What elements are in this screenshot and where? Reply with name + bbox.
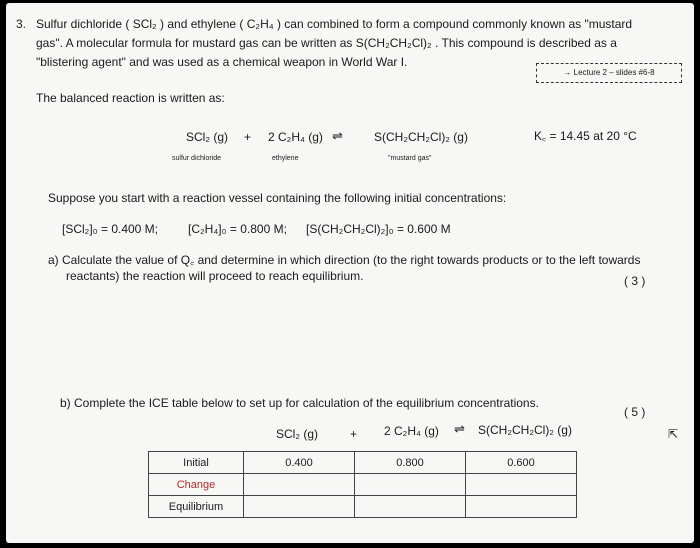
ice-label-equilibrium: Equilibrium — [149, 496, 244, 518]
ice-row-initial — [149, 452, 577, 474]
balanced-reaction-label: The balanced reaction is written as: — [36, 91, 225, 105]
ice-table — [148, 451, 577, 518]
product-mustard-gas: S(CH₂CH₂Cl)₂ (g) — [374, 130, 468, 144]
ice-eq-scl2[interactable] — [244, 496, 355, 518]
ice-initial-c2h4: 0.800 — [355, 452, 466, 474]
ice-header-plus: + — [350, 427, 358, 441]
question-number: 3. — [16, 17, 27, 31]
initial-mustard-gas: [S(CH₂CH₂Cl)₂]₀ = 0.600 M — [306, 222, 451, 236]
ice-initial-scl2: 0.400 — [244, 452, 355, 474]
reactant-scl2: SCl₂ (g) — [186, 130, 228, 144]
intro-line-3: "blistering agent" and was used as a chemical weapon in World War I. — [36, 55, 408, 69]
ice-change-product[interactable] — [466, 474, 577, 496]
name-ethylene: ethylene — [272, 155, 299, 162]
part-b-line-1: b) Complete the ICE table below to set up for calculation of the equilibrium concentrations. — [60, 396, 539, 410]
ice-row-change — [149, 474, 577, 496]
part-a-line-2: reactants) the reaction will proceed to reach equilibrium. — [66, 269, 364, 283]
ice-change-scl2[interactable] — [244, 474, 355, 496]
initial-conc-intro: Suppose you start with a reaction vessel containing the following initial concentrations: — [48, 191, 507, 205]
mouse-cursor-icon: ⇱ — [668, 427, 679, 441]
ice-header-scl2: SCl₂ (g) — [276, 427, 318, 441]
part-a-marks: ( 3 ) — [624, 274, 646, 288]
name-mustard-gas: "mustard gas" — [388, 155, 432, 162]
initial-c2h4: [C₂H₄]₀ = 0.800 M; — [188, 222, 287, 236]
ice-row-equilibrium — [149, 496, 577, 518]
intro-line-1: Sulfur dichloride ( SCl₂ ) and ethylene ( C₂H₄ ) can combined to form a compound commonly known as "mustard — [36, 17, 633, 31]
ice-header-ethylene: 2 C₂H₄ (g) — [384, 424, 439, 438]
ice-change-c2h4[interactable] — [355, 474, 466, 496]
ice-header-mustard-gas: S(CH₂CH₂Cl)₂ (g) — [478, 423, 572, 437]
lecture-reference: → Lecture 2 – slides #6-8 — [563, 68, 655, 77]
reactant-ethylene: 2 C₂H₄ (g) — [268, 130, 323, 144]
ice-eq-product[interactable] — [466, 496, 577, 518]
lecture-reference-box — [536, 63, 682, 83]
ice-initial-product: 0.600 — [466, 452, 577, 474]
kc-value: K꜀ = 14.45 at 20 °C — [534, 129, 637, 143]
part-b-marks: ( 5 ) — [624, 405, 646, 419]
intro-line-2: gas". A molecular formula for mustard gas can be written as S(CH₂CH₂Cl)₂ . This compound is described as a — [36, 36, 617, 50]
initial-scl2: [SCl₂]₀ = 0.400 M; — [62, 222, 159, 236]
name-sulfur-dichloride: sulfur dichloride — [172, 155, 222, 162]
ice-eq-c2h4[interactable] — [355, 496, 466, 518]
part-a-line-1: a) Calculate the value of Q꜀ and determine in which direction (to the right towards products or to the left towards — [48, 253, 641, 267]
ice-label-initial: Initial — [149, 452, 244, 474]
equilibrium-arrow: ⇌ — [332, 128, 343, 143]
ice-label-change: Change — [149, 474, 244, 496]
worksheet-page — [6, 3, 694, 543]
reaction-plus: + — [244, 130, 252, 144]
ice-header-arrow: ⇌ — [454, 421, 465, 436]
